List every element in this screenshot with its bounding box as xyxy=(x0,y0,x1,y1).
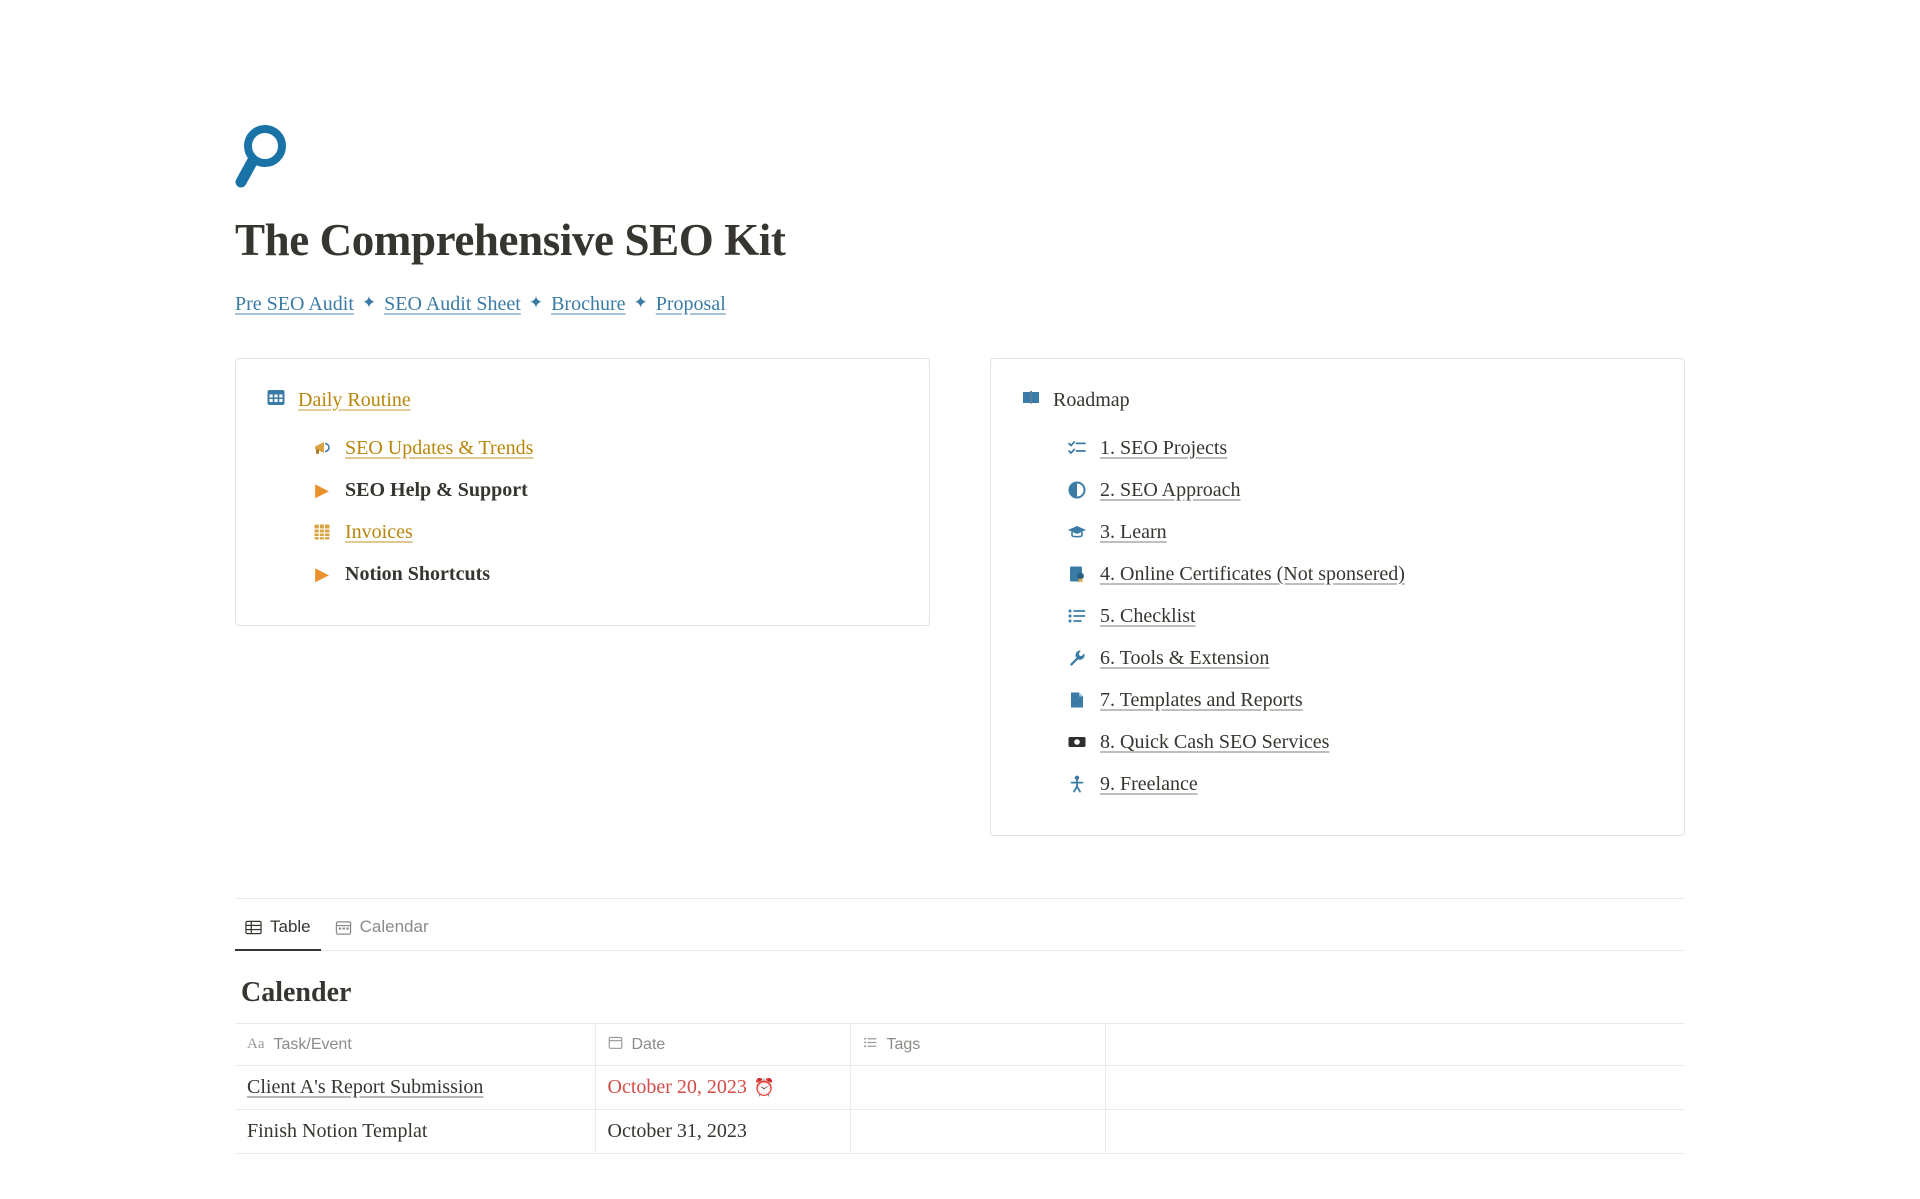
left-column xyxy=(235,358,930,626)
wrench-icon xyxy=(1066,647,1088,669)
column-header-tags[interactable] xyxy=(850,1024,1105,1066)
half-circle-icon xyxy=(1066,479,1088,501)
list-item-label: 3. Learn xyxy=(1100,521,1167,543)
link-separator: ✦ xyxy=(633,293,648,312)
link-brochure[interactable]: Brochure xyxy=(551,293,626,315)
link-pre-seo-audit[interactable]: Pre SEO Audit xyxy=(235,293,354,315)
daily-routine-callout xyxy=(235,358,930,626)
table-icon xyxy=(245,919,262,936)
list-item[interactable] xyxy=(266,427,899,469)
row-title: Client A's Report Submission xyxy=(247,1076,484,1098)
row-date: October 20, 2023 xyxy=(607,1076,747,1098)
row-date: October 31, 2023 xyxy=(607,1120,747,1142)
callout-columns xyxy=(235,358,1685,836)
cell-date[interactable] xyxy=(595,1066,850,1110)
toggle-triangle-icon[interactable]: ▶ xyxy=(315,479,329,500)
column-header-label: Tags xyxy=(886,1035,921,1053)
calendar-icon xyxy=(266,387,286,413)
list-item-label: 4. Online Certificates (Not sponsered) xyxy=(1100,563,1405,585)
tab-calendar-label: Calendar xyxy=(359,917,429,936)
toggle-triangle-icon[interactable]: ▶ xyxy=(315,563,329,584)
link-separator: ✦ xyxy=(361,293,377,312)
row-title: Finish Notion Templat xyxy=(247,1120,428,1142)
column-header-date[interactable] xyxy=(595,1024,850,1066)
table-row[interactable] xyxy=(235,1110,1685,1154)
cell-task-event[interactable] xyxy=(235,1066,595,1110)
cell-empty xyxy=(1105,1066,1685,1110)
list-item-label: 8. Quick Cash SEO Services xyxy=(1100,731,1330,753)
document-icon xyxy=(1066,689,1088,711)
money-icon xyxy=(1066,731,1088,753)
roadmap-callout xyxy=(990,358,1685,836)
daily-routine-label[interactable]: Daily Routine xyxy=(298,388,411,411)
list-item[interactable] xyxy=(1021,553,1654,595)
daily-routine-heading xyxy=(266,387,899,413)
alarm-clock-icon: ⏰ xyxy=(753,1078,776,1097)
open-book-icon xyxy=(1021,387,1041,413)
column-header-task-event[interactable] xyxy=(235,1024,595,1066)
list-item[interactable] xyxy=(266,553,899,595)
list-item[interactable] xyxy=(1021,637,1654,679)
list-item[interactable] xyxy=(1021,721,1654,763)
right-column xyxy=(990,358,1685,836)
quick-links-row xyxy=(235,290,1685,318)
column-header-label: Date xyxy=(631,1035,666,1053)
list-icon xyxy=(1066,605,1088,627)
person-icon xyxy=(1066,773,1088,795)
spreadsheet-icon xyxy=(311,521,333,543)
roadmap-heading xyxy=(1021,387,1654,413)
tab-table[interactable] xyxy=(235,909,321,951)
database-view-tabs xyxy=(235,899,1685,951)
tab-calendar[interactable] xyxy=(325,909,439,951)
list-item-label: SEO Help & Support xyxy=(345,479,528,501)
database-block xyxy=(235,898,1685,1154)
column-header-label: Task/Event xyxy=(273,1035,352,1053)
megaphone-icon xyxy=(311,437,333,459)
column-header-empty xyxy=(1105,1024,1685,1066)
database-table xyxy=(235,1023,1685,1154)
cell-empty xyxy=(1105,1110,1685,1154)
cell-tags[interactable] xyxy=(850,1066,1105,1110)
list-item-label: 1. SEO Projects xyxy=(1100,437,1228,459)
page-content xyxy=(110,0,1810,1154)
table-row[interactable] xyxy=(235,1066,1685,1110)
list-item[interactable] xyxy=(1021,427,1654,469)
database-title[interactable]: Calender xyxy=(241,977,352,1008)
list-item-label: 6. Tools & Extension xyxy=(1100,647,1270,669)
text-property-icon: Aa xyxy=(247,1036,265,1052)
link-separator: ✦ xyxy=(528,293,544,312)
list-item-label: Notion Shortcuts xyxy=(345,563,491,585)
list-item[interactable] xyxy=(1021,763,1654,805)
list-item-label: 2. SEO Approach xyxy=(1100,479,1241,501)
list-item-label: SEO Updates & Trends xyxy=(345,437,534,459)
magnifying-glass-icon xyxy=(235,120,305,190)
list-item[interactable] xyxy=(1021,679,1654,721)
list-item-label: 9. Freelance xyxy=(1100,773,1198,795)
list-item[interactable] xyxy=(1021,511,1654,553)
tab-table-label: Table xyxy=(270,917,311,936)
list-item-label: Invoices xyxy=(345,521,413,543)
table-header-row xyxy=(235,1024,1685,1066)
calendar-view-icon xyxy=(335,919,352,936)
link-seo-audit-sheet[interactable]: SEO Audit Sheet xyxy=(384,293,521,315)
list-item[interactable] xyxy=(266,469,899,511)
multiselect-property-icon xyxy=(863,1035,878,1055)
checklist-icon xyxy=(1066,437,1088,459)
roadmap-label: Roadmap xyxy=(1053,388,1130,411)
cell-tags[interactable] xyxy=(850,1110,1105,1154)
graduation-cap-icon xyxy=(1066,521,1088,543)
date-property-icon xyxy=(608,1035,623,1055)
list-item[interactable] xyxy=(266,511,899,553)
link-proposal[interactable]: Proposal xyxy=(655,293,726,315)
list-item-label: 5. Checklist xyxy=(1100,605,1196,627)
certificate-icon xyxy=(1066,563,1088,585)
list-item[interactable] xyxy=(1021,595,1654,637)
cell-task-event[interactable] xyxy=(235,1110,595,1154)
page-title: The Comprehensive SEO Kit xyxy=(235,215,786,265)
list-item[interactable] xyxy=(1021,469,1654,511)
list-item-label: 7. Templates and Reports xyxy=(1100,689,1303,711)
cell-date[interactable] xyxy=(595,1110,850,1154)
